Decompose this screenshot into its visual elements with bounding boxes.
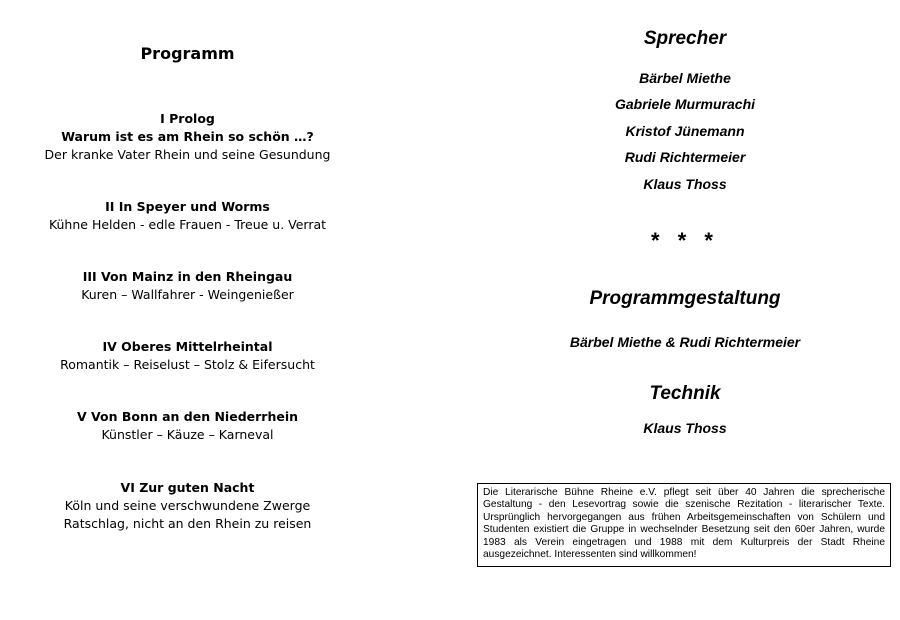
section-line: Kühne Helden - edle Frauen - Treue u. Verrat (48, 217, 327, 232)
program-section-4 (0, 338, 375, 374)
section-title: VI Zur guten Nacht (120, 480, 255, 495)
technik-title: Technik (649, 383, 721, 404)
program-section-1 (0, 110, 375, 164)
section-title: III Von Mainz in den Rheingau (82, 269, 293, 284)
program-section-6 (0, 479, 375, 533)
section-line: Künstler – Käuze – Karneval (101, 427, 274, 442)
section-line: Der kranke Vater Rhein und seine Gesundung (44, 147, 331, 162)
section-line: Köln und seine verschwundene Zwerge (64, 498, 311, 513)
program-title: Programm (140, 44, 235, 63)
separator-stars: * * * (651, 228, 719, 253)
speaker-name: Kristof Jünemann (625, 123, 745, 139)
section-line: Ratschlag, nicht an den Rhein zu reisen (63, 516, 312, 531)
section-line: Romantik – Reiselust – Stolz & Eifersucht (60, 357, 315, 372)
speaker-name: Bärbel Miethe (639, 70, 731, 86)
section-title: V Von Bonn an den Niederrhein (76, 409, 299, 424)
section-title: I Prolog (160, 111, 215, 126)
info-text: Die Literarische Bühne Rheine e.V. pflegt seit über 40 Jahren die sprecherische Gestaltung - den Lesevortrag sowie die szenische Rezitation - literarischer Texte. Ursprünglich hervorgegangen aus frühen Arbeitsgemeinschaften von Schülern und Studenten existiert die Gruppe in wechselnder Besetzung seit den 60er Jahren, wurde 1983 als Verein eingetragen und 1988 mit dem Kulturpreis der Stadt Rheine ausgezeichnet. Interessenten sind willkommen! (483, 487, 885, 561)
section-line: Warum ist es am Rhein so schön …? (61, 129, 314, 144)
program-section-2 (0, 198, 375, 234)
speakers-title: Sprecher (643, 28, 727, 49)
program-section-5 (0, 408, 375, 444)
design-names: Bärbel Miethe & Rudi Richtermeier (569, 334, 801, 350)
section-title: II In Speyer und Worms (105, 199, 270, 214)
technik-name: Klaus Thoss (643, 420, 727, 436)
speaker-name: Klaus Thoss (643, 176, 727, 192)
section-line: Kuren – Wallfahrer - Weingenießer (81, 287, 294, 302)
program-section-3 (0, 268, 375, 304)
design-title: Programmgestaltung (589, 288, 781, 309)
section-title: IV Oberes Mittelrheintal (102, 339, 273, 354)
speaker-name: Rudi Richtermeier (624, 149, 746, 165)
speaker-name: Gabriele Murmurachi (614, 96, 756, 112)
info-box (477, 483, 891, 567)
